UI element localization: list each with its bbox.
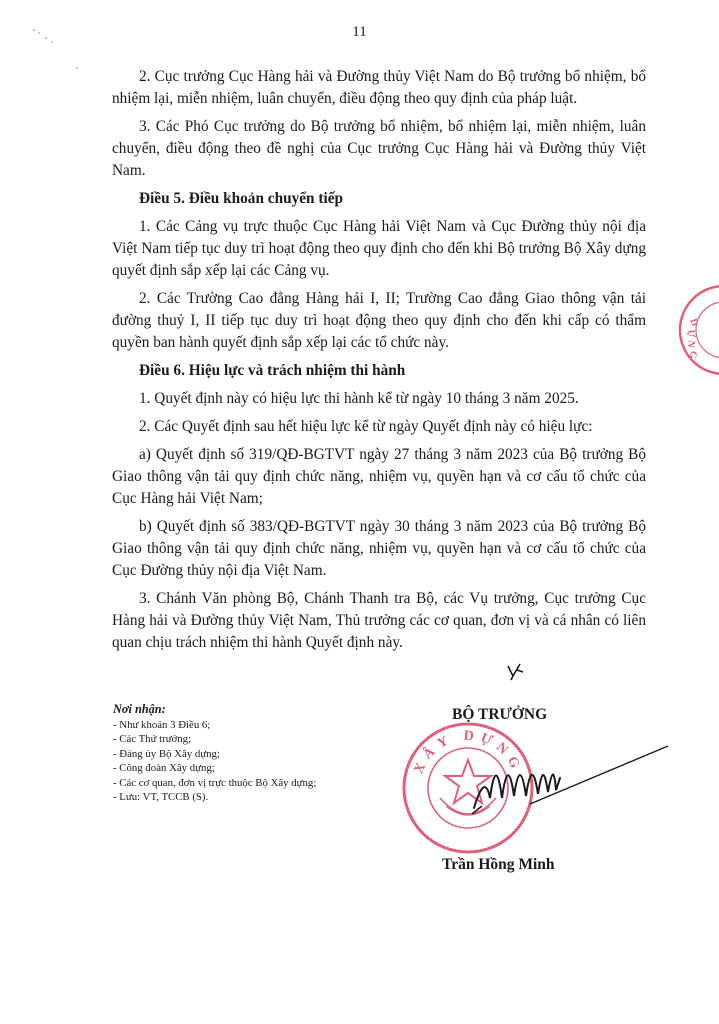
svg-text:XÂY DỰNG: XÂY DỰNG	[411, 728, 525, 777]
signer-title: BỘ TRƯỞNG	[452, 706, 548, 723]
body-paragraph: 2. Cục trưởng Cục Hàng hải và Đường thủy Việt Nam do Bộ trưởng bổ nhiệm, bổ nhiệm lại, miễn nhiệm, luân chuyển, điều động theo quy định của pháp luật.	[112, 68, 646, 107]
recipient-item: - Như khoản 3 Điều 6;	[113, 719, 211, 731]
signer-name: Trần Hồng Minh	[442, 856, 555, 873]
svg-text:Ự: Ự	[685, 329, 697, 339]
page-number: 11	[352, 24, 367, 40]
body-paragraph: 3. Chánh Văn phòng Bộ, Chánh Thanh tra Bộ, các Vụ trưởng, Cục trưởng Cục Hàng hải và Đường thủy Việt Nam, Thủ trưởng các cơ quan, đơn vị và cá nhân có liên quan chịu trách nhiệm thi hành Quyết định này.	[112, 590, 646, 651]
recipient-item: - Các cơ quan, đơn vị trực thuộc Bộ Xây dựng;	[113, 776, 317, 789]
document-body	[112, 66, 646, 660]
edge-seal-fragment	[676, 280, 719, 385]
recipients-title: Nơi nhận:	[113, 702, 166, 716]
body-paragraph: 2. Các Quyết định sau hết hiệu lực kể từ ngày Quyết định này có hiệu lực:	[139, 418, 593, 435]
body-paragraph: b) Quyết định số 383/QĐ-BGTVT ngày 30 tháng 3 năm 2023 của Bộ trưởng Bộ Giao thông vận tải quy định chức năng, nhiệm vụ, quyền hạn và cơ cấu tổ chức của Cục Đường thủy nội địa Việt Nam.	[112, 518, 646, 579]
recipient-item: - Lưu: VT, TCCB (S).	[113, 791, 209, 804]
recipient-item: - Đảng ủy Bộ Xây dựng;	[113, 747, 220, 760]
recipients-block	[113, 701, 413, 804]
body-paragraph: 2. Các Trường Cao đẳng Hàng hải I, II; Trường Cao đẳng Giao thông vận tải đường thuỷ I, II tiếp tục duy trì hoạt động theo quy định cho đến khi cấp có thẩm quyền ban hành quyết định sắp xếp lại các tổ chức này.	[112, 290, 646, 351]
body-paragraph: 1. Các Cảng vụ trực thuộc Cục Hàng hải Việt Nam và Cục Đường thủy nội địa Việt Nam tiếp tục duy trì hoạt động theo quy định cho đến khi Bộ trưởng Bộ Xây dựng quyết định sắp xếp lại các Cảng vụ.	[112, 218, 646, 279]
article-heading: Điều 6. Hiệu lực và trách nhiệm thi hành	[139, 362, 406, 379]
handwritten-signature	[470, 738, 670, 833]
recipient-item: - Các Thứ trưởng;	[113, 733, 192, 746]
article-heading: Điều 5. Điều khoản chuyển tiếp	[139, 190, 343, 207]
svg-text:N: N	[684, 339, 697, 349]
svg-text:D: D	[687, 317, 700, 328]
body-paragraph: 3. Các Phó Cục trưởng do Bộ trưởng bổ nhiệm, bổ nhiệm lại, miễn nhiệm, luân chuyển, điều động theo đề nghị của Cục trưởng Cục Hàng hải và Đường thủy Việt Nam.	[112, 118, 646, 179]
recipient-item: - Công đoàn Xây dựng;	[113, 762, 215, 775]
body-paragraph: a) Quyết định số 319/QĐ-BGTVT ngày 27 tháng 3 năm 2023 của Bộ trưởng Bộ Giao thông vận tải quy định chức năng, nhiệm vụ, quyền hạn và cơ cấu tổ chức của Cục Hàng hải Việt Nam;	[112, 446, 646, 507]
body-paragraph: 1. Quyết định này có hiệu lực thi hành kể từ ngày 10 tháng 3 năm 2025.	[139, 390, 579, 407]
handwritten-initial	[505, 660, 527, 687]
svg-text:G: G	[685, 348, 700, 361]
